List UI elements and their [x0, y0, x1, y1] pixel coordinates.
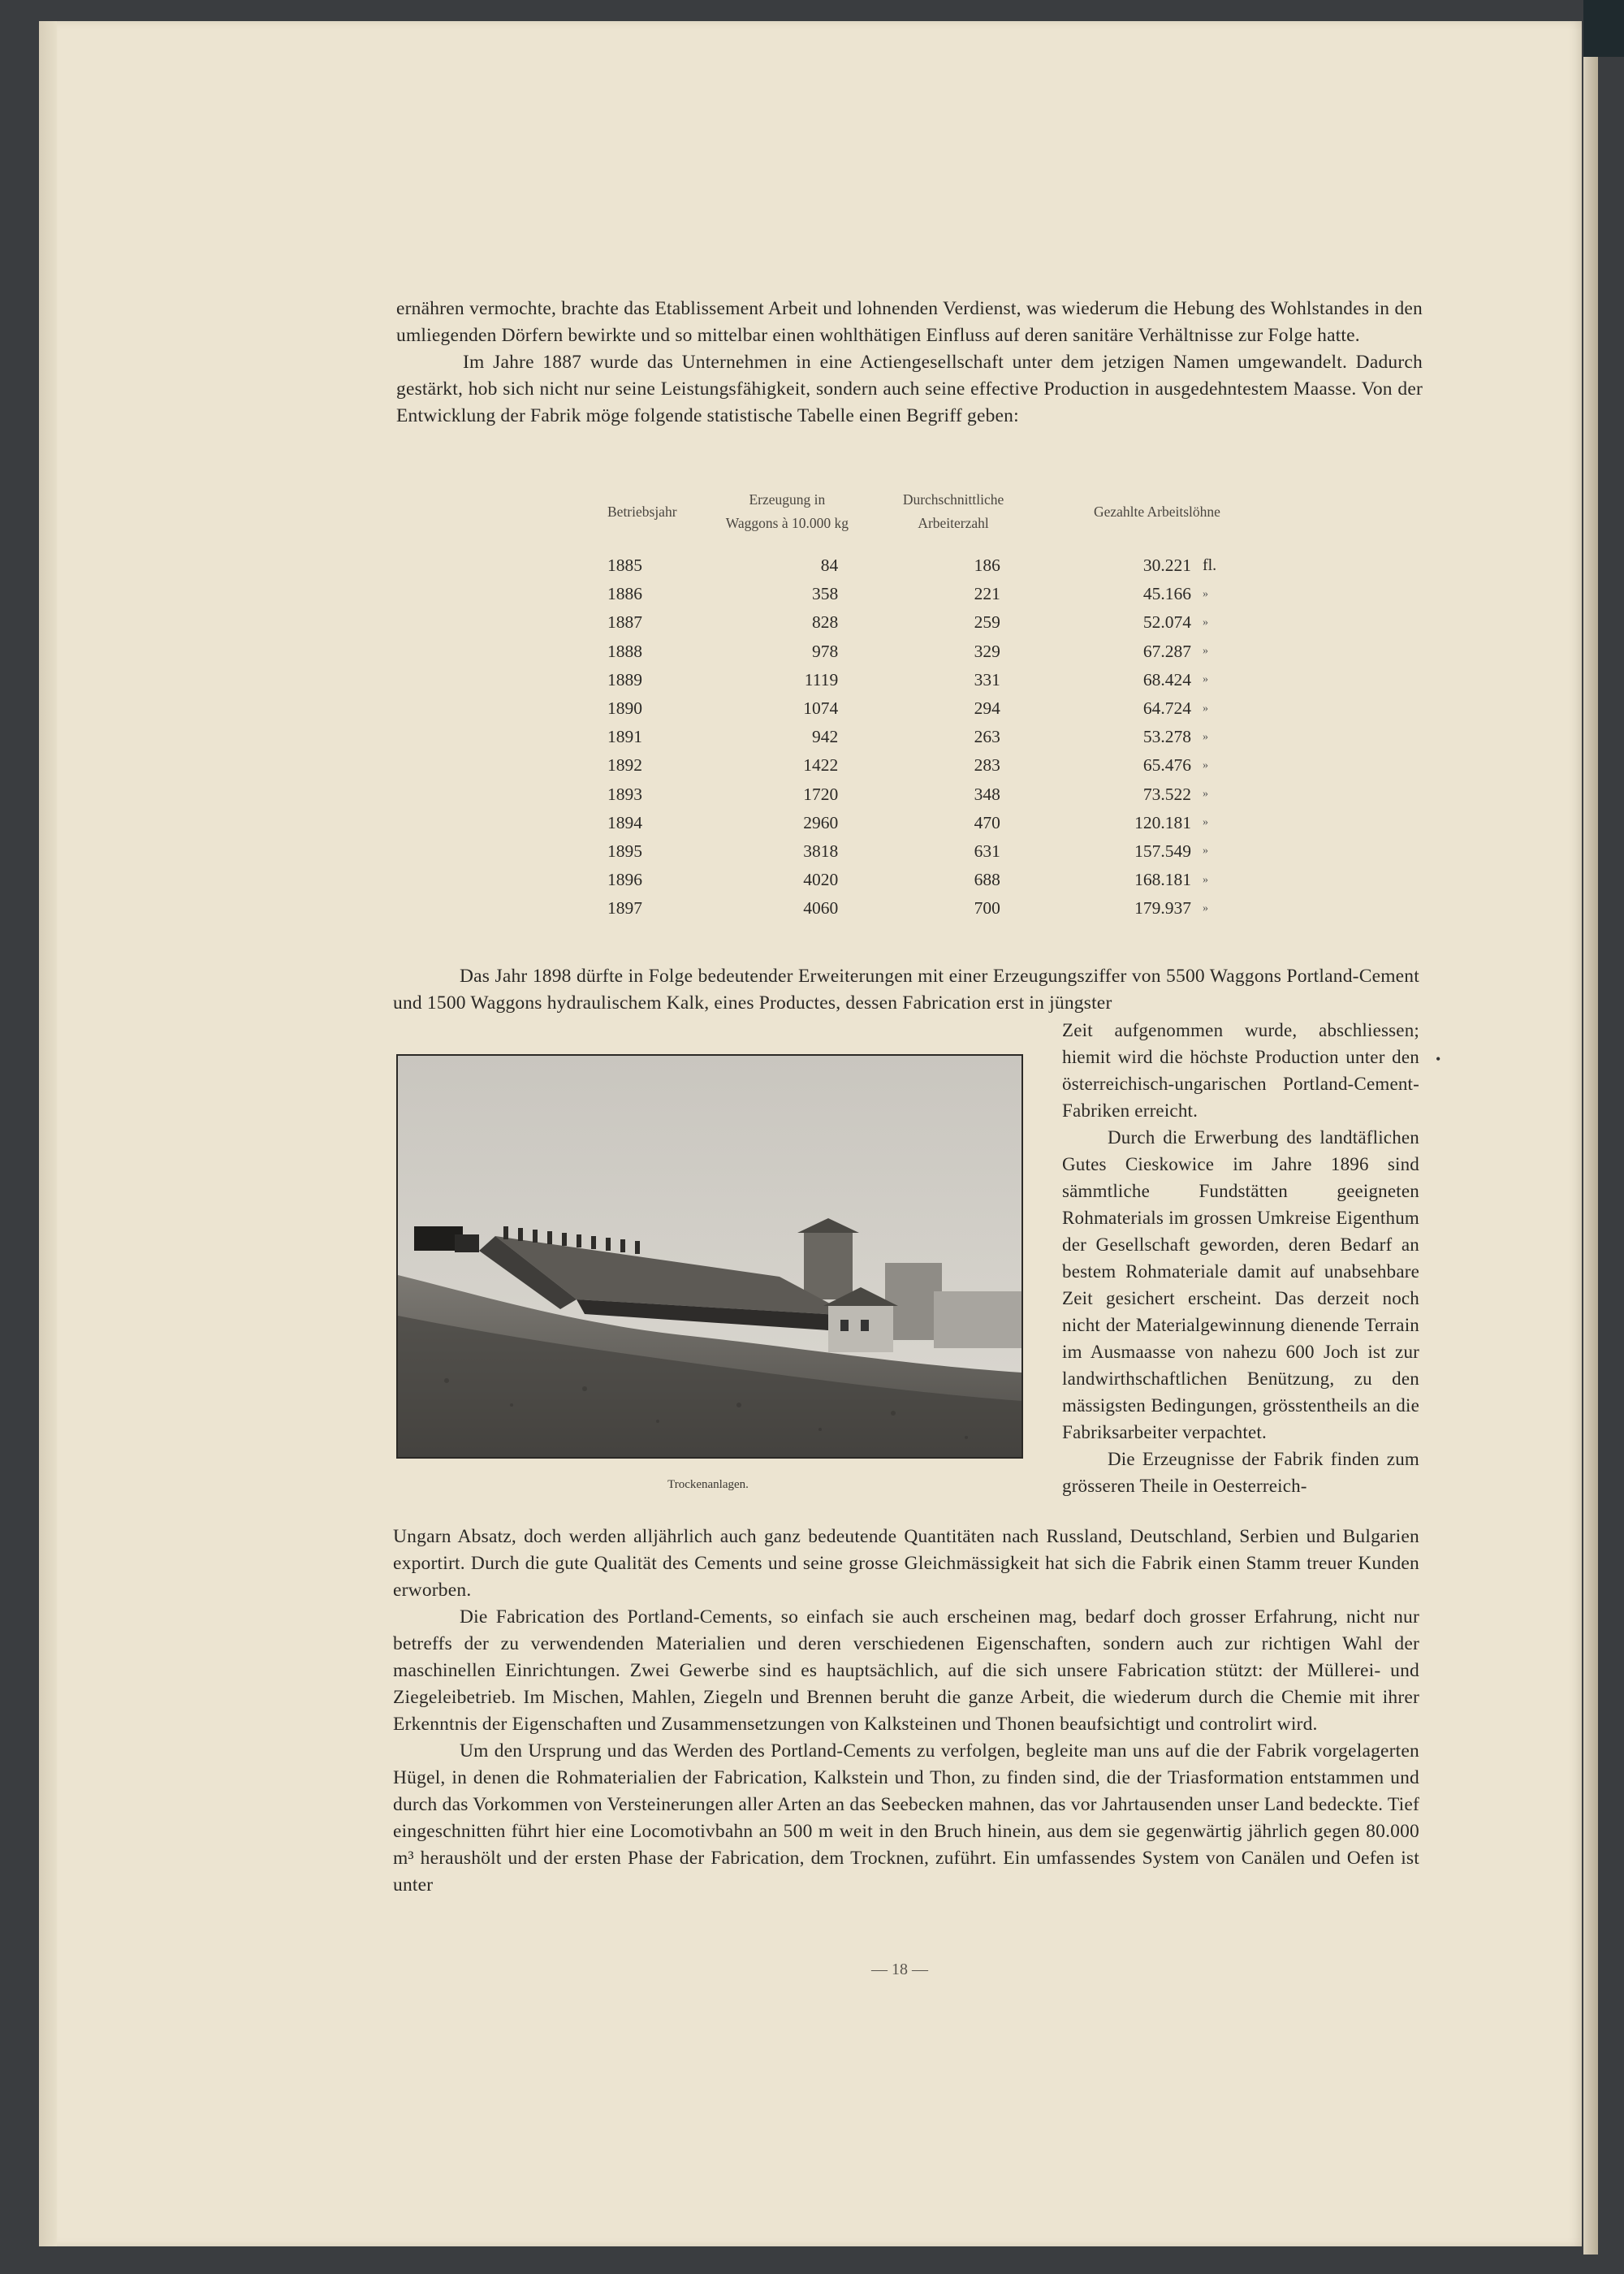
table-row — [559, 894, 1257, 923]
cell-unit: » — [1202, 645, 1208, 658]
table-row — [559, 751, 1257, 780]
header-production-line1: Erzeugung in — [749, 491, 826, 508]
cell-production: 978 — [811, 641, 839, 661]
cell-unit: » — [1202, 702, 1208, 715]
cell-unit: » — [1202, 873, 1208, 886]
cell-year: 1891 — [607, 727, 642, 747]
header-production — [725, 488, 850, 551]
book-page — [39, 21, 1582, 2246]
cell-unit: » — [1202, 816, 1208, 829]
cell-wages: 120.181 — [1134, 812, 1191, 832]
cell-year: 1895 — [607, 841, 642, 861]
cell-workers: 259 — [974, 612, 1000, 633]
cell-production: 358 — [811, 584, 839, 604]
cell-production: 828 — [811, 612, 839, 633]
cell-workers: 294 — [974, 698, 1000, 719]
cell-unit: » — [1202, 673, 1208, 686]
header-year: Betriebsjahr — [607, 503, 677, 520]
table-row — [559, 638, 1257, 666]
table-row — [559, 837, 1257, 866]
cell-workers: 631 — [974, 841, 1000, 861]
paragraph-wrap-1: Zeit aufgenommen wurde, abschliessen; hiemit wird die höchste Production unter den österreichisch-ungarischen Portland-Cement-Fabriken erreicht. — [1062, 1020, 1419, 1121]
cell-production: 1422 — [803, 755, 839, 776]
scan-corner — [1583, 0, 1624, 57]
page-number: — 18 — — [871, 1961, 928, 1978]
cell-year: 1896 — [607, 870, 642, 890]
paragraph-intro-1: ernähren vermochte, brachte das Etablissement Arbeit und lohnenden Verdienst, was wiederum die Hebung des Wohlstandes in den umliegenden Dörfern bewirkte und so mittelbar einen wohlthätigen Einfluss auf deren sanitäre Verhältnisse zur Folge hatte. — [396, 298, 1423, 346]
cell-year: 1887 — [607, 612, 642, 633]
paragraph-1898: Das Jahr 1898 dürfte in Folge bedeutender Erweiterungen mit einer Erzeugungsziffer von 5500 Waggons Portland-Cement und 1500 Waggons hydraulischem Kalk, eines Productes, dessen Fabrication erst in jüngster — [393, 966, 1419, 1014]
cell-production: 2960 — [803, 812, 839, 832]
cell-unit: » — [1202, 730, 1208, 743]
header-workers-line2: Arbeiterzahl — [918, 515, 989, 531]
table-row — [559, 608, 1257, 637]
cell-unit: » — [1202, 901, 1208, 914]
header-production-line2: Waggons à 10.000 kg — [725, 515, 849, 531]
cell-workers: 283 — [974, 755, 1000, 776]
paragraph-wrap-2: Durch die Erwerbung des landtäflichen Gutes Cieskowice im Jahre 1896 sind sämmtliche Fundstätten geeigneten Rohmaterials im grossen Umkreise Eigenthum der Gesellschaft geworden, deren Bedarf an bestem Rohmateriale damit auf unabsehbare Zeit gesichert erscheint. Das derzeit noch nicht der Materialgewinnung dienende Terrain im Ausmaasse von nahezu 600 Joch ist zur landwirthschaftlichen Benützung, zu den mässigsten Bedingungen, grösstentheils an die Fabriksarbeiter verpachtet. — [1062, 1127, 1419, 1442]
cell-wages: 53.278 — [1142, 727, 1191, 747]
cell-wages: 65.476 — [1142, 755, 1191, 776]
cell-year: 1886 — [607, 584, 642, 604]
cell-wages: 64.724 — [1142, 698, 1191, 719]
cell-production: 942 — [811, 727, 839, 747]
cell-year: 1894 — [607, 812, 642, 832]
header-wages: Gezahlte Arbeitslöhne — [1093, 503, 1220, 520]
intro-text — [396, 296, 1423, 430]
table-row — [559, 866, 1257, 894]
cell-workers: 688 — [974, 870, 1000, 890]
cell-production: 1074 — [803, 698, 839, 719]
cell-workers: 263 — [974, 727, 1000, 747]
paragraph-bottom-3: Um den Ursprung und das Werden des Portland-Cements zu verfolgen, begleite man uns auf die der Fabrik vorgelagerten Hügel, in denen die Rohmaterialien der Fabrication, Kalkstein und Thon, zu finden sind, die der Triasformation entstammen und durch das Vorkommen von Versteinerungen aller Arten an das Seebecken mahnen, das vor Jahrtausenden unser Land bedeckte. Tief eingeschnitten führt hier eine Locomotivbahn an 500 m weit in den Bruch hinein, aus dem sie gegenwärtig jährlich gegen 80.000 m³ heraushölt und der ersten Phase der Fabrication, dem Trocknen, zuführt. Ein umfassendes System von Canälen und Oefen ist unter — [393, 1740, 1419, 1896]
cell-unit: » — [1202, 587, 1208, 600]
margin-mark: • — [1436, 1051, 1441, 1067]
wrapped-column-text — [1062, 1017, 1419, 1499]
cell-year: 1885 — [607, 556, 642, 576]
page-binding — [39, 21, 57, 2246]
photo-illustration — [398, 1056, 1021, 1457]
header-workers-line1: Durchschnittliche — [902, 491, 1004, 508]
table-row — [559, 580, 1257, 608]
cell-unit: » — [1202, 616, 1208, 629]
cell-production: 4060 — [803, 898, 839, 919]
cell-wages: 73.522 — [1142, 784, 1191, 804]
cell-year: 1893 — [607, 784, 642, 804]
paragraph-intro-2: Im Jahre 1887 wurde das Unternehmen in eine Actiengesellschaft unter dem jetzigen Namen umgewandelt. Dadurch gestärkt, hob sich nicht nur seine Leistungsfähigkeit, sondern auch seine effective Production in ausgedehntestem Maasse. Von der Entwicklung der Fabrik möge folgende statistische Tabelle einen Begriff geben: — [396, 352, 1423, 426]
cell-wages: 68.424 — [1142, 669, 1191, 690]
cell-wages: 157.549 — [1134, 841, 1191, 861]
table-row — [559, 780, 1257, 809]
cell-year: 1897 — [607, 898, 642, 919]
paragraph-wrap-3: Die Erzeugnisse der Fabrik finden zum grösseren Theile in Oesterreich- — [1062, 1449, 1419, 1496]
cell-workers: 329 — [974, 641, 1000, 661]
bottom-text — [393, 1524, 1419, 1899]
paragraph-bottom-1: Ungarn Absatz, doch werden alljährlich auch ganz bedeutende Quantitäten nach Russland, Deutschland, Serbien und Bulgarien exportirt. Durch die gute Qualität des Cements und seine grosse Gleichmässigkeit hat sich die Fabrik einen Stamm treuer Kunden erworben. — [393, 1526, 1419, 1601]
cell-workers: 331 — [974, 669, 1000, 690]
header-workers — [849, 488, 1057, 551]
cell-wages: 52.074 — [1142, 612, 1191, 633]
cell-wages: 67.287 — [1142, 641, 1191, 661]
cell-year: 1892 — [607, 755, 642, 776]
cell-production: 84 — [820, 556, 839, 576]
table-header-row — [559, 488, 1257, 551]
cell-unit: » — [1202, 759, 1208, 772]
cell-production: 1720 — [803, 784, 839, 804]
cell-wages: 45.166 — [1142, 584, 1191, 604]
cell-production: 3818 — [803, 841, 839, 861]
cell-unit: » — [1202, 788, 1208, 801]
cell-workers: 186 — [974, 556, 1000, 576]
after-table-text — [393, 963, 1419, 1017]
cell-workers: 221 — [974, 584, 1000, 604]
photo-caption: Trockenanlagen. — [667, 1478, 749, 1491]
table-row — [559, 809, 1257, 837]
photo-drying-facility — [396, 1054, 1023, 1459]
cell-production: 4020 — [803, 870, 839, 890]
page-edge — [1583, 29, 1598, 2255]
cell-workers: 700 — [974, 898, 1000, 919]
cell-wages: 168.181 — [1134, 870, 1191, 890]
table-row — [559, 694, 1257, 723]
cell-wages: 30.221 — [1142, 556, 1191, 576]
cell-year: 1889 — [607, 669, 642, 690]
cell-workers: 470 — [974, 812, 1000, 832]
cell-year: 1890 — [607, 698, 642, 719]
cell-production: 1119 — [804, 669, 839, 690]
table-row — [559, 666, 1257, 694]
cell-unit: fl. — [1202, 556, 1217, 575]
table-row — [559, 551, 1257, 580]
statistics-table — [559, 488, 1257, 923]
cell-unit: » — [1202, 845, 1208, 858]
cell-year: 1888 — [607, 641, 642, 661]
paragraph-bottom-2: Die Fabrication des Portland-Cements, so einfach sie auch erscheinen mag, bedarf doch grosser Erfahrung, nicht nur betreffs der zu verwendenden Materialien und deren verschiedenen Eigenschaften, sondern auch zur richtigen Wahl der maschinellen Einrichtungen. Zwei Gewerbe sind es hauptsächlich, auf die sich unsere Fabrication stützt: der Müllerei- und Ziegeleibetrieb. Im Mischen, Mahlen, Ziegeln und Brennen beruht die ganze Arbeit, die wiederum durch die Chemie mit ihrer Erkenntnis der Eigenschaften und Zusammensetzungen von Kalksteinen und Thonen beaufsichtigt und controlirt wird. — [393, 1606, 1419, 1735]
table-row — [559, 723, 1257, 751]
cell-wages: 179.937 — [1134, 898, 1191, 919]
cell-workers: 348 — [974, 784, 1000, 804]
table-body — [559, 551, 1257, 923]
